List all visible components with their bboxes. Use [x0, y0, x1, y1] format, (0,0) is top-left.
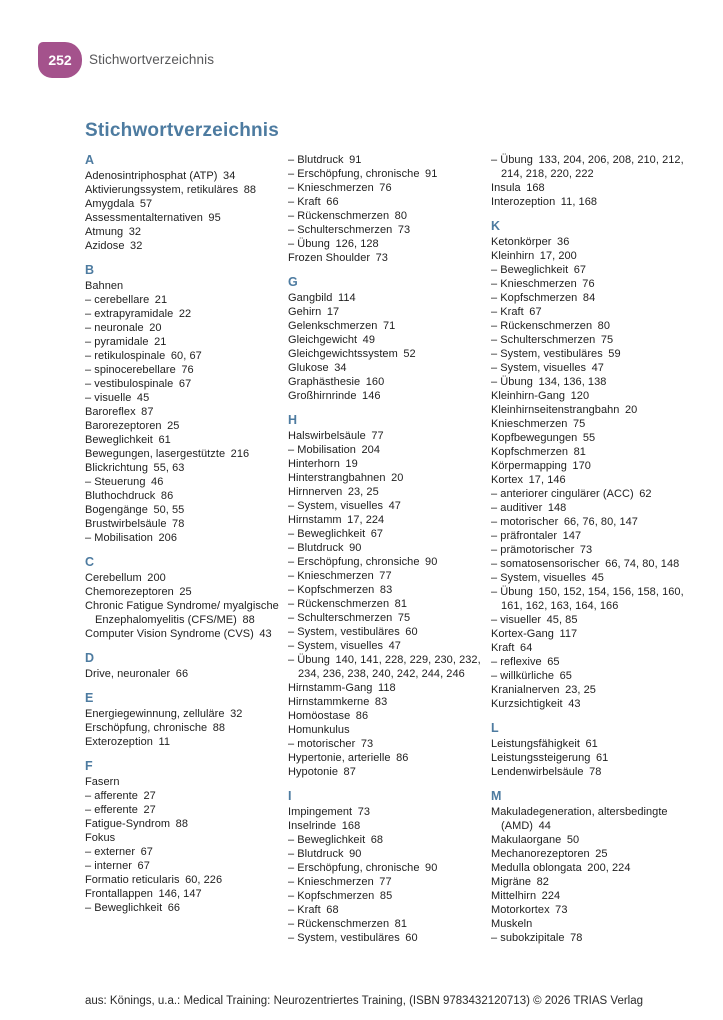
section-letter: K — [491, 219, 501, 233]
index-subentry: – Rückenschmerzen 80 — [288, 210, 408, 222]
index-subentry: – Kraft 68 — [288, 904, 339, 916]
index-entry: Kleinhirnseitenstrangbahn 20 — [491, 404, 638, 416]
index-entry: Kurzsichtigkeit 43 — [491, 698, 581, 710]
index-entry: Hirnstamm-Gang 118 — [288, 682, 396, 694]
index-entry: Hirnstamm 17, 224 — [288, 514, 385, 526]
index-subentry: – Übung 150, 152, 154, 156, 158, 160, 161, 162, 163, 164, 166 — [491, 586, 684, 612]
index-subentry: – afferente 27 — [85, 790, 156, 802]
index-subentry: – Blutdruck 91 — [288, 154, 362, 166]
index-entry: Frontallappen 146, 147 — [85, 888, 202, 900]
index-columns — [85, 153, 700, 945]
index-subentry: – visueller 45, 85 — [491, 614, 578, 626]
index-subentry: – subokzipitale 78 — [491, 932, 583, 944]
index-entry: Lendenwirbelsäule 78 — [491, 766, 602, 778]
index-subentry: – Übung 134, 136, 138 — [491, 376, 607, 388]
index-subentry: – spinocerebellare 76 — [85, 364, 194, 376]
index-entry: Kraft 64 — [491, 642, 533, 654]
index-subentry: – System, visuelles 47 — [288, 640, 401, 652]
index-entry: Hinterhorn 19 — [288, 458, 358, 470]
index-subentry: – prämotorischer 73 — [491, 544, 593, 556]
section-letter: M — [491, 789, 502, 803]
section-letter: L — [491, 721, 499, 735]
index-subentry: – externer 67 — [85, 846, 153, 858]
index-entry: Gleichgewichtssystem 52 — [288, 348, 416, 360]
index-entry: Aktivierungssystem, retikuläres 88 — [85, 184, 257, 196]
page-title: Stichwortverzeichnis — [85, 120, 280, 141]
index-subentry: – Steuerung 46 — [85, 476, 164, 488]
index-section — [491, 721, 687, 779]
index-subentry: – System, vestibuläres 59 — [491, 348, 621, 360]
section-letter: E — [85, 691, 94, 705]
index-subentry: – System, vestibuläres 60 — [288, 932, 418, 944]
index-entry: Großhirnrinde 146 — [288, 390, 381, 402]
index-subentry: – Übung 126, 128 — [288, 238, 379, 250]
section-letter: G — [288, 275, 298, 289]
index-entry: Barorezeptoren 25 — [85, 420, 180, 432]
index-subentry: – pyramidale 21 — [85, 336, 167, 348]
index-entry: Fatigue-Syndrom 88 — [85, 818, 189, 830]
index-entry: Chronic Fatigue Syndrome/ myalgische Enzephalomyelitis (CFS/ME) 88 — [85, 600, 279, 626]
index-entry: Motorkortex 73 — [491, 904, 568, 916]
index-subentry: – Erschöpfung, chronsiche 90 — [288, 556, 438, 568]
index-entry: Gelenkschmerzen 71 — [288, 320, 396, 332]
page-number-badge — [38, 42, 82, 78]
index-section — [85, 759, 281, 915]
running-header: Stichwortverzeichnis — [89, 52, 215, 67]
index-subentry: – anteriorer cingulärer (ACC) 62 — [491, 488, 652, 500]
index-entry: Amygdala 57 — [85, 198, 153, 210]
index-subentry: – Erschöpfung, chronische 90 — [288, 862, 438, 874]
index-subentry: – extrapyramidale 22 — [85, 308, 192, 320]
section-letter: F — [85, 759, 93, 773]
index-subentry: – Kopfschmerzen 83 — [288, 584, 393, 596]
index-subentry: – Kraft 66 — [288, 196, 339, 208]
index-entry: Knieschmerzen 75 — [491, 418, 586, 430]
index-subentry: – neuronale 20 — [85, 322, 162, 334]
index-entry: Computer Vision Syndrome (CVS) 43 — [85, 628, 272, 640]
index-entry: Bahnen — [85, 280, 124, 292]
index-entry: Migräne 82 — [491, 876, 549, 888]
index-entry: Assessmentalternativen 95 — [85, 212, 221, 224]
index-entry: Kranialnerven 23, 25 — [491, 684, 596, 696]
index-section — [85, 651, 281, 681]
index-section — [288, 275, 484, 403]
index-section — [288, 153, 484, 265]
index-entry: Beweglichkeit 61 — [85, 434, 171, 446]
index-subentry: – Blutdruck 90 — [288, 542, 362, 554]
index-entry: Gleichgewicht 49 — [288, 334, 376, 346]
index-entry: Hinterstrangbahnen 20 — [288, 472, 404, 484]
index-entry: Chemorezeptoren 25 — [85, 586, 192, 598]
index-subentry: – visuelle 45 — [85, 392, 150, 404]
index-entry: Energiegewinnung, zelluläre 32 — [85, 708, 243, 720]
index-entry: Hypotonie 87 — [288, 766, 356, 778]
index-entry: Blickrichtung 55, 63 — [85, 462, 185, 474]
index-subentry: – auditiver 148 — [491, 502, 567, 514]
index-entry: Azidose 32 — [85, 240, 143, 252]
index-subentry: – präfrontaler 147 — [491, 530, 582, 542]
index-subentry: – vestibulospinale 67 — [85, 378, 192, 390]
index-subentry: – Beweglichkeit 68 — [288, 834, 384, 846]
index-entry: Brustwirbelsäule 78 — [85, 518, 185, 530]
index-entry: Hirnnerven 23, 25 — [288, 486, 379, 498]
index-entry: Mittelhirn 224 — [491, 890, 561, 902]
index-entry: Adenosintriphosphat (ATP) 34 — [85, 170, 236, 182]
index-section — [85, 691, 281, 749]
index-entry: Interozeption 11, 168 — [491, 196, 598, 208]
index-entry: Mechanorezeptoren 25 — [491, 848, 608, 860]
index-subentry: – Schulterschmerzen 73 — [288, 224, 411, 236]
page-number: 252 — [48, 52, 72, 68]
index-subentry: – Beweglichkeit 66 — [85, 902, 181, 914]
index-entry: Bogengänge 50, 55 — [85, 504, 185, 516]
index-entry: Erschöpfung, chronische 88 — [85, 722, 226, 734]
index-section — [491, 789, 687, 945]
index-entry: Medulla oblongata 200, 224 — [491, 862, 631, 874]
index-subentry: – Kopfschmerzen 84 — [491, 292, 596, 304]
index-entry: Graphästhesie 160 — [288, 376, 385, 388]
index-entry: Kopfschmerzen 81 — [491, 446, 586, 458]
index-entry: Hypertonie, arterielle 86 — [288, 752, 409, 764]
index-subentry: – reflexive 65 — [491, 656, 560, 668]
index-section — [85, 555, 281, 641]
index-subentry: – Übung 133, 204, 206, 208, 210, 212, 214, 218, 220, 222 — [491, 154, 684, 180]
index-entry: Cerebellum 200 — [85, 572, 166, 584]
section-letter: B — [85, 263, 95, 277]
index-entry: Homöostase 86 — [288, 710, 369, 722]
index-section — [85, 153, 281, 253]
index-entry: Frozen Shoulder 73 — [288, 252, 388, 264]
index-entry: Baroreflex 87 — [85, 406, 154, 418]
index-entry: Hirnstammkerne 83 — [288, 696, 388, 708]
index-entry: Glukose 34 — [288, 362, 347, 374]
index-subentry: – Knieschmerzen 76 — [288, 182, 392, 194]
index-subentry: – cerebellare 21 — [85, 294, 168, 306]
index-subentry: – Rückenschmerzen 80 — [491, 320, 611, 332]
index-column — [288, 153, 484, 945]
index-subentry: – System, visuelles 45 — [491, 572, 604, 584]
index-entry: Kleinhirn 17, 200 — [491, 250, 577, 262]
index-entry: Fasern — [85, 776, 120, 788]
index-subentry: – Blutdruck 90 — [288, 848, 362, 860]
section-letter: H — [288, 413, 298, 427]
index-subentry: – somatosensorischer 66, 74, 80, 148 — [491, 558, 680, 570]
index-subentry: – Mobilisation 204 — [288, 444, 381, 456]
index-section — [491, 219, 687, 711]
section-letter: C — [85, 555, 95, 569]
index-entry: Leistungssteigerung 61 — [491, 752, 609, 764]
index-entry: Kortex 17, 146 — [491, 474, 566, 486]
index-entry: Bewegungen, lasergestützte 216 — [85, 448, 250, 460]
index-entry: Impingement 73 — [288, 806, 371, 818]
index-subentry: – retikulospinale 60, 67 — [85, 350, 202, 362]
index-subentry: – efferente 27 — [85, 804, 156, 816]
index-subentry: – willkürliche 65 — [491, 670, 572, 682]
source-line: aus: Könings, u.a.: Medical Training: Neurozentriertes Training, (ISBN 9783432120713) © 2026 TRIAS Verlag — [85, 995, 644, 1007]
index-entry: Kopfbewegungen 55 — [491, 432, 596, 444]
index-entry: Kortex-Gang 117 — [491, 628, 578, 640]
index-subentry: – System, visuelles 47 — [288, 500, 401, 512]
index-entry: Gehirn 17 — [288, 306, 340, 318]
index-entry: Leistungsfähigkeit 61 — [491, 738, 598, 750]
index-entry: Fokus — [85, 832, 116, 844]
index-entry: Halswirbelsäule 77 — [288, 430, 384, 442]
index-section — [288, 789, 484, 945]
index-subentry: – Mobilisation 206 — [85, 532, 178, 544]
index-column — [85, 153, 281, 945]
index-entry: Bluthochdruck 86 — [85, 490, 174, 502]
index-section — [85, 263, 281, 545]
index-entry: Makulaorgane 50 — [491, 834, 580, 846]
index-entry: Kleinhirn-Gang 120 — [491, 390, 590, 402]
index-subentry: – Knieschmerzen 77 — [288, 876, 392, 888]
section-letter: I — [288, 789, 292, 803]
index-subentry: – Kopfschmerzen 85 — [288, 890, 393, 902]
index-column — [491, 153, 687, 945]
index-entry: Homunkulus — [288, 724, 350, 736]
index-entry: Drive, neuronaler 66 — [85, 668, 189, 680]
index-subentry: – Schulterschmerzen 75 — [288, 612, 411, 624]
index-subentry: – System, vestibuläres 60 — [288, 626, 418, 638]
index-subentry: – Rückenschmerzen 81 — [288, 598, 408, 610]
index-entry: Atmung 32 — [85, 226, 142, 238]
index-entry: Makuladegeneration, altersbedingte (AMD) 44 — [491, 806, 668, 832]
index-subentry: – Rückenschmerzen 81 — [288, 918, 408, 930]
index-section — [288, 413, 484, 779]
index-subentry: – motorischer 66, 76, 80, 147 — [491, 516, 638, 528]
index-subentry: – Erschöpfung, chronische 91 — [288, 168, 438, 180]
section-letter: D — [85, 651, 95, 665]
index-entry: Exterozeption 11 — [85, 736, 170, 748]
index-subentry: – Übung 140, 141, 228, 229, 230, 232, 234, 236, 238, 240, 242, 244, 246 — [288, 654, 481, 680]
index-entry: Gangbild 114 — [288, 292, 356, 304]
index-subentry: – Beweglichkeit 67 — [491, 264, 587, 276]
index-entry: Insula 168 — [491, 182, 545, 194]
index-entry: Formatio reticularis 60, 226 — [85, 874, 223, 886]
index-entry: Muskeln — [491, 918, 533, 930]
index-subentry: – Schulterschmerzen 75 — [491, 334, 614, 346]
index-entry: Inselrinde 168 — [288, 820, 361, 832]
index-subentry: – Kraft 67 — [491, 306, 542, 318]
index-entry: Ketonkörper 36 — [491, 236, 570, 248]
index-subentry: – Knieschmerzen 77 — [288, 570, 392, 582]
section-letter: A — [85, 153, 95, 167]
index-subentry: – System, visuelles 47 — [491, 362, 604, 374]
index-subentry: – Beweglichkeit 67 — [288, 528, 384, 540]
index-entry: Körpermapping 170 — [491, 460, 591, 472]
index-subentry: – Knieschmerzen 76 — [491, 278, 595, 290]
index-subentry: – motorischer 73 — [288, 738, 374, 750]
index-subentry: – interner 67 — [85, 860, 150, 872]
index-section — [491, 153, 687, 209]
